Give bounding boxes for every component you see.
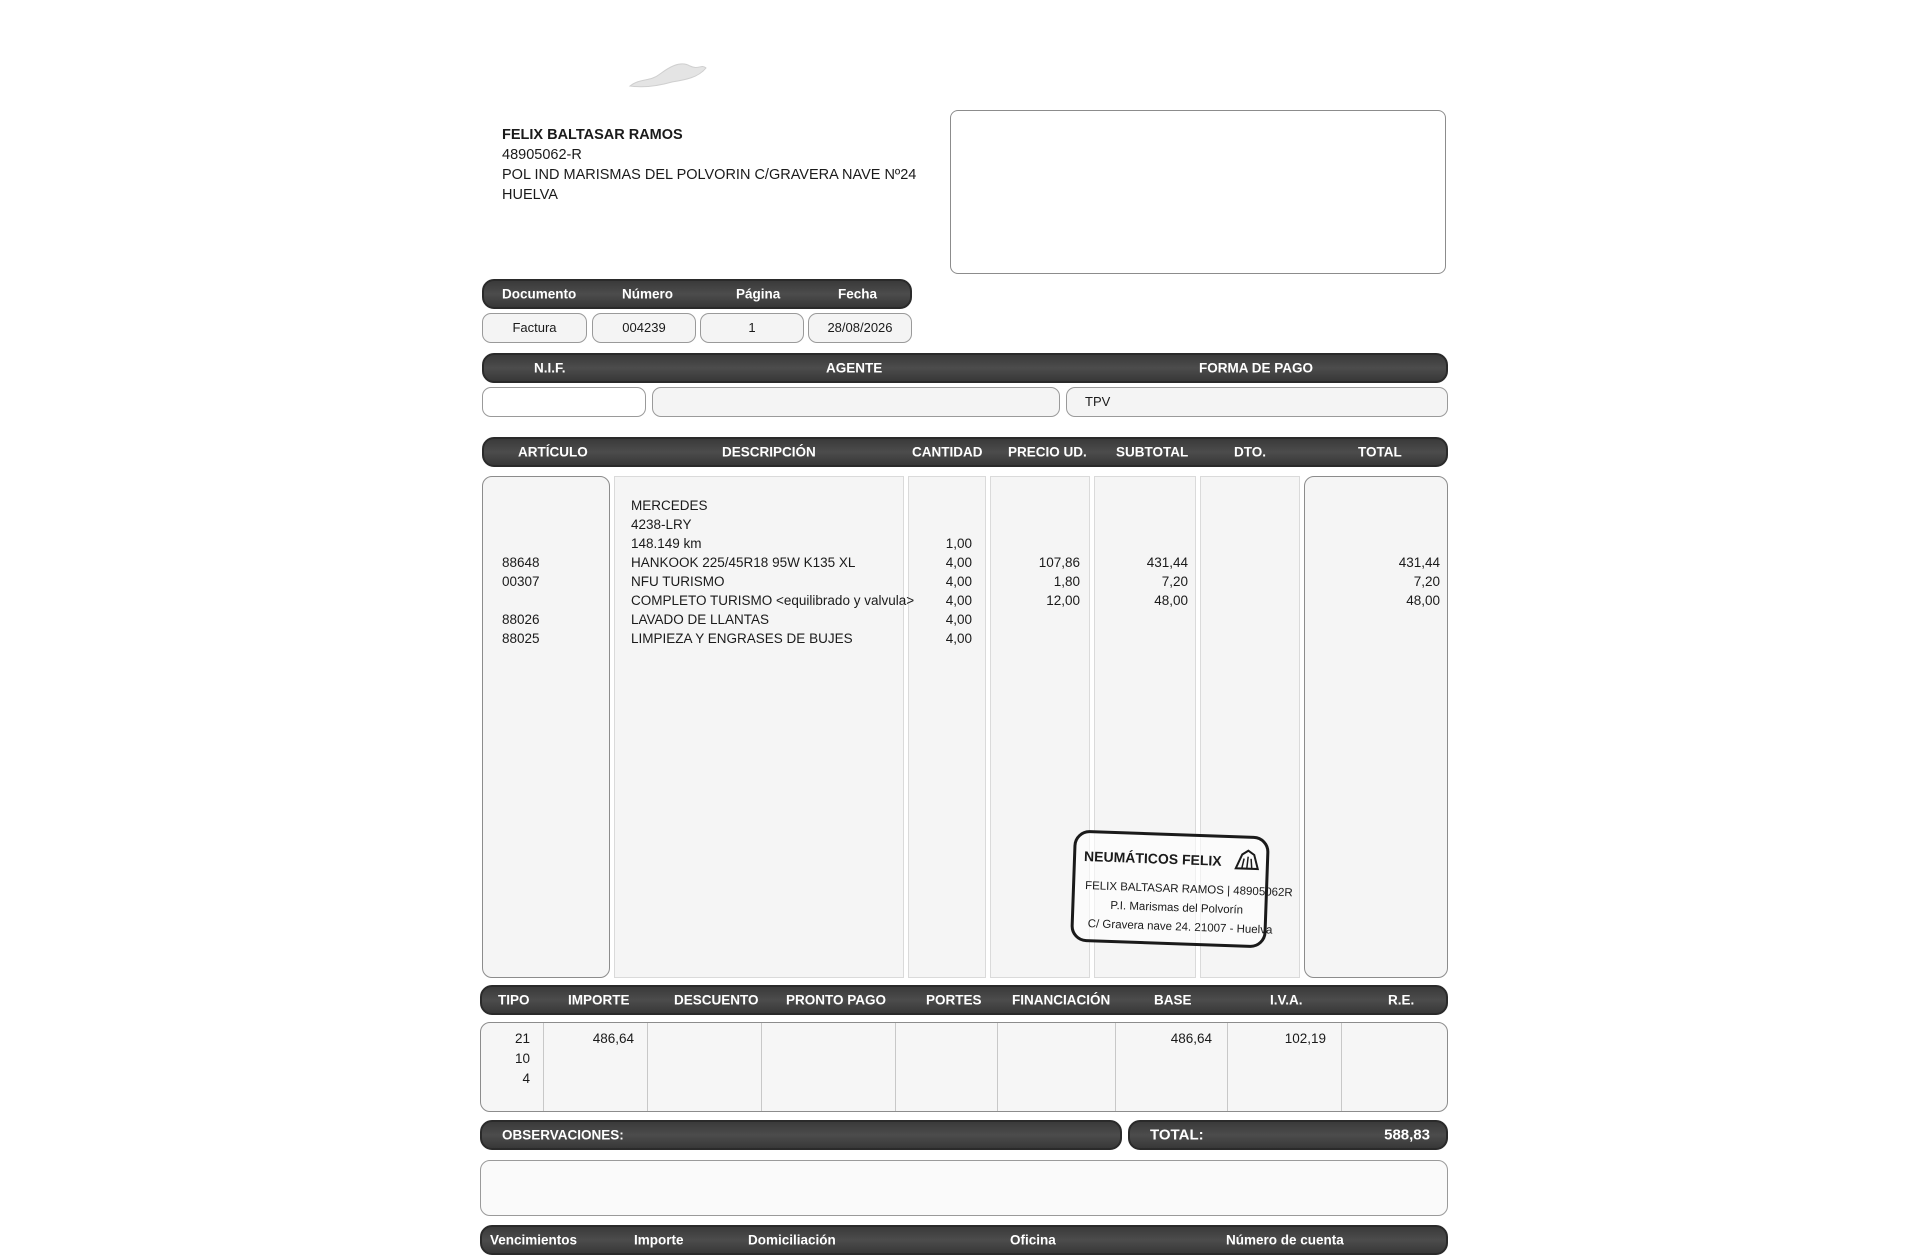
doc-value-documento — [482, 313, 587, 343]
seller-city: HUELVA — [502, 187, 558, 203]
stamp-logo-icon — [1234, 846, 1261, 871]
seller-name: FELIX BALTASAR RAMOS — [502, 127, 683, 143]
total-label: TOTAL: — [1150, 1126, 1204, 1144]
doc-label-pagina: Página — [736, 286, 781, 302]
tax-tipo: 10 — [514, 1051, 530, 1066]
items-header-bar — [482, 437, 1448, 467]
seller-address: POL IND MARISMAS DEL POLVORIN C/GRAVERA NAVE Nº24 — [502, 167, 917, 183]
doc-type-value: Factura — [512, 320, 557, 335]
payment-method-text: TPV — [1085, 394, 1111, 409]
tax-divider — [997, 1023, 998, 1111]
line-description: COMPLETO TURISMO <equilibrado y valvula> — [631, 593, 915, 608]
tax-col-financiacion: FINANCIACIÓN — [1012, 992, 1111, 1008]
col-cantidad: CANTIDAD — [912, 444, 983, 460]
line-description: HANKOOK 225/45R18 95W K135 XL — [631, 555, 856, 570]
line-article: 88026 — [502, 612, 540, 627]
doc-label-numero: Número — [622, 286, 674, 302]
line-article: 88648 — [502, 555, 540, 570]
doc-date-value: 28/08/2026 — [827, 320, 893, 335]
tax-tipo: 4 — [522, 1071, 530, 1086]
tax-col-re: R.E. — [1388, 992, 1415, 1008]
vehicle-km-qty: 1,00 — [945, 536, 972, 551]
vehicle-plate: 4238-LRY — [631, 517, 692, 532]
line-total: 431,44 — [1398, 555, 1440, 570]
line-description: LIMPIEZA Y ENGRASES DE BUJES — [631, 631, 853, 646]
observations-bar — [480, 1120, 1122, 1150]
tax-divider — [1341, 1023, 1342, 1111]
doc-label-fecha: Fecha — [838, 286, 878, 302]
tax-col-importe: IMPORTE — [568, 992, 630, 1008]
customer-info-bar — [482, 353, 1448, 383]
tax-col-tipo: TIPO — [498, 992, 530, 1008]
tax-col-base: BASE — [1154, 992, 1192, 1008]
line-qty: 4,00 — [945, 612, 972, 627]
stamp-brand: NEUMÁTICOS FELIX — [1083, 847, 1222, 869]
tax-divider — [761, 1023, 762, 1111]
doc-value-numero — [592, 313, 696, 343]
nif-label: N.I.F. — [534, 360, 566, 376]
line-total: 7,20 — [1413, 574, 1440, 589]
tax-iva: 102,19 — [1284, 1031, 1326, 1046]
line-price: 107,86 — [1038, 555, 1080, 570]
doc-number-value: 004239 — [622, 320, 666, 335]
customer-nif-value — [482, 387, 646, 417]
observations-label: OBSERVACIONES: — [502, 1127, 624, 1143]
items-panel-articulo — [482, 476, 610, 978]
line-total: 48,00 — [1406, 593, 1440, 608]
observations-box — [480, 1160, 1448, 1216]
vehicle-km: 148.149 km — [631, 536, 702, 551]
line-subtotal: 431,44 — [1146, 555, 1188, 570]
col-total: TOTAL — [1358, 444, 1402, 460]
tax-divider — [1227, 1023, 1228, 1111]
tax-base: 486,64 — [1170, 1031, 1212, 1046]
line-subtotal: 48,00 — [1154, 593, 1188, 608]
doc-value-fecha — [808, 313, 912, 343]
line-description: LAVADO DE LLANTAS — [631, 612, 770, 627]
col-subtotal: SUBTOTAL — [1116, 444, 1189, 460]
tax-col-pronto-pago: PRONTO PAGO — [786, 992, 887, 1008]
line-qty: 4,00 — [945, 631, 972, 646]
tax-tipo: 21 — [514, 1031, 530, 1046]
customer-address-box — [950, 110, 1446, 274]
items-panel-total — [1304, 476, 1448, 978]
line-price: 12,00 — [1046, 593, 1080, 608]
due-col-vencimientos: Vencimientos — [490, 1232, 578, 1248]
doc-label-documento: Documento — [502, 286, 577, 302]
tax-col-iva: I.V.A. — [1270, 992, 1303, 1008]
document-header-bar — [482, 279, 912, 309]
line-qty: 4,00 — [945, 593, 972, 608]
line-article: 88025 — [502, 631, 540, 646]
tax-divider — [543, 1023, 544, 1111]
doc-page-value: 1 — [748, 320, 756, 335]
stamp-line1: FELIX BALTASAR RAMOS | 48905062R — [1084, 880, 1293, 900]
tax-header-bar — [480, 985, 1448, 1015]
due-col-domiciliacion: Domiciliación — [748, 1232, 836, 1248]
line-description: NFU TURISMO — [631, 574, 725, 589]
stamp-line2: P.I. Marismas del Polvorín — [1110, 899, 1244, 917]
agent-value — [652, 387, 1060, 417]
seller-nif: 48905062-R — [502, 147, 582, 163]
due-col-oficina: Oficina — [1010, 1232, 1056, 1248]
tax-importe: 486,64 — [592, 1031, 634, 1046]
due-col-cuenta: Número de cuenta — [1226, 1232, 1344, 1248]
due-col-importe: Importe — [634, 1232, 684, 1248]
line-article: 00307 — [502, 574, 540, 589]
col-articulo: ARTÍCULO — [518, 444, 588, 460]
col-descripcion: DESCRIPCIÓN — [722, 444, 816, 460]
agent-label: AGENTE — [826, 360, 883, 376]
line-subtotal: 7,20 — [1161, 574, 1188, 589]
payment-method-value — [1066, 387, 1448, 417]
line-qty: 4,00 — [945, 574, 972, 589]
tax-divider — [895, 1023, 896, 1111]
total-value: 588,83 — [1384, 1126, 1430, 1144]
col-dto: DTO. — [1234, 444, 1267, 460]
scan-smudge — [628, 52, 708, 92]
payment-method-label: FORMA DE PAGO — [1199, 360, 1313, 376]
doc-value-pagina — [700, 313, 804, 343]
col-precio: PRECIO UD. — [1008, 444, 1087, 460]
tax-col-descuento: DESCUENTO — [674, 992, 759, 1008]
stamp-line3: C/ Gravera nave 24. 21007 - Huelva — [1087, 918, 1273, 937]
due-dates-bar — [480, 1225, 1448, 1255]
tax-divider — [647, 1023, 648, 1111]
total-bar — [1128, 1120, 1448, 1150]
vehicle-make: MERCEDES — [631, 498, 708, 513]
tax-divider — [1115, 1023, 1116, 1111]
tax-col-portes: PORTES — [926, 992, 982, 1008]
line-price: 1,80 — [1053, 574, 1080, 589]
line-qty: 4,00 — [945, 555, 972, 570]
company-stamp — [1070, 830, 1293, 949]
